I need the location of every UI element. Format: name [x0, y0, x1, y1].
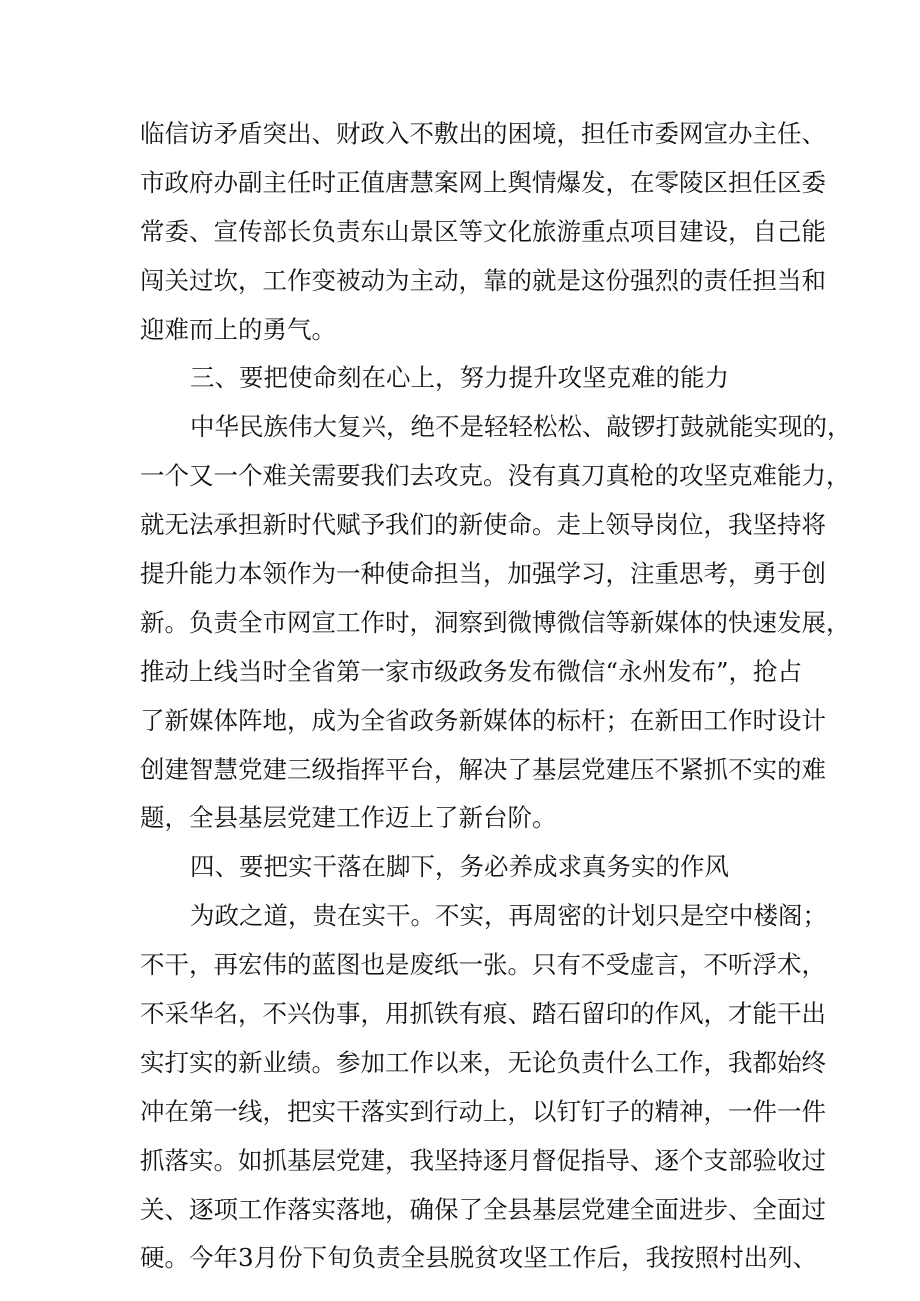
- text-line: 题，全县基层党建工作迈上了新台阶。: [140, 803, 557, 833]
- text-line: 迎难而上的勇气。: [140, 314, 336, 344]
- text-line: 了新媒体阵地，成为全省政务新媒体的标杆；在新田工作时设计: [140, 705, 826, 735]
- text-line: 闯关过坎，工作变被动为主动，靠的就是这份强烈的责任担当和: [140, 265, 826, 295]
- text-line: 临信访矛盾突出、财政入不敷出的困境，担任市委网宣办主任、: [140, 119, 826, 148]
- text-line: 为政之道，贵在实干。不实，再周密的计划只是空中楼阁；: [190, 901, 827, 931]
- text-line: 新。负责全市网宣工作时，洞察到微博微信等新媒体的快速发展，: [140, 607, 851, 637]
- text-line: 关、逐项工作落实落地，确保了全县基层党建全面进步、全面过: [140, 1194, 826, 1224]
- text-line: 不干，再宏伟的蓝图也是废纸一张。只有不受虚言，不听浮术，: [140, 950, 826, 980]
- text-line: 不采华名，不兴伪事，用抓铁有痕、踏石留印的作风，才能干出: [140, 999, 826, 1029]
- text-line: 中华民族伟大复兴，绝不是轻轻松松、敲锣打鼓就能实现的，: [190, 412, 852, 442]
- body-text: [140, 110, 852, 1283]
- section-heading: 三、要把使命刻在心上，努力提升攻坚克难的能力: [190, 363, 729, 393]
- text-line: 一个又一个难关需要我们去攻克。没有真刀真枪的攻坚克难能力，: [140, 461, 851, 491]
- text-line: 提升能力本领作为一种使命担当，加强学习，注重思考，勇于创: [140, 559, 826, 589]
- text-line: 就无法承担新时代赋予我们的新使命。走上领导岗位，我坚持将: [140, 510, 826, 540]
- text-line: 硬。今年3月份下旬负责全县脱贫攻坚工作后，我按照村出列、: [140, 1243, 818, 1273]
- text-line: 创建智慧党建三级指挥平台，解决了基层党建压不紧抓不实的难: [140, 754, 826, 784]
- section-heading: 四、要把实干落在脚下，务必养成求真务实的作风: [190, 852, 729, 882]
- text-line: 市政府办副主任时正值唐慧案网上舆情爆发，在零陵区担任区委: [140, 167, 826, 197]
- text-line: 实打实的新业绩。参加工作以来，无论负责什么工作，我都始终: [140, 1047, 826, 1077]
- text-line: 推动上线当时全省第一家市级政务发布微信“永州发布”，抢占: [140, 656, 803, 686]
- text-line: 冲在第一线，把实干落实到行动上，以钉钉子的精神，一件一件: [140, 1096, 826, 1126]
- text-line: 抓落实。如抓基层党建，我坚持逐月督促指导、逐个支部验收过: [140, 1145, 826, 1175]
- text-line: 常委、宣传部长负责东山景区等文化旅游重点项目建设，自己能: [140, 216, 826, 246]
